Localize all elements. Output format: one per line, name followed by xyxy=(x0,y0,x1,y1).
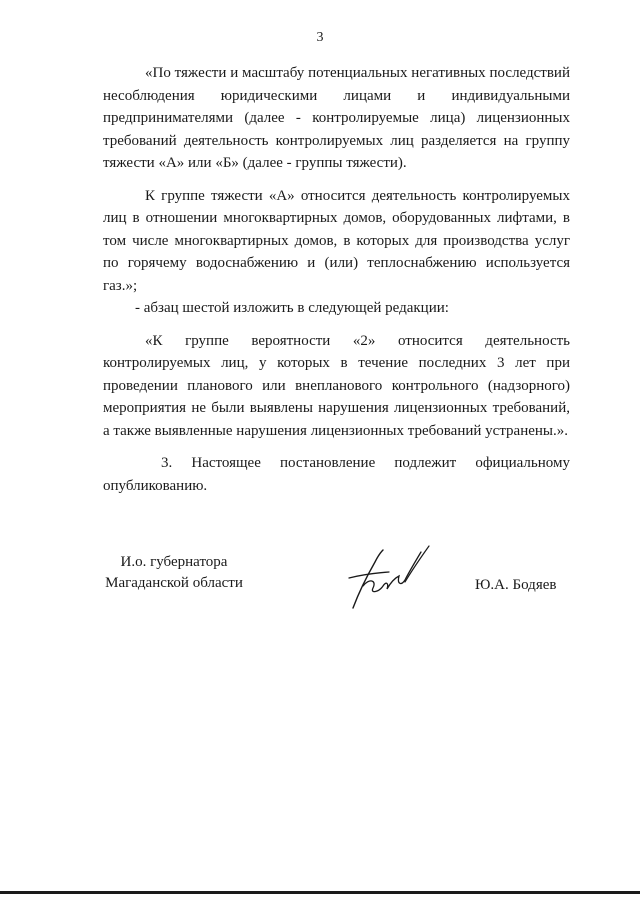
handwritten-signature xyxy=(345,542,435,614)
document-body xyxy=(103,62,570,497)
page-bottom-rule xyxy=(0,891,640,894)
paragraph-publication-clause: 3. Настоящее постановление подлежит официальному опубликованию. xyxy=(103,455,570,494)
signatory-name: Ю.А. Бодяев xyxy=(475,577,557,593)
paragraph-probability-group-2: «К группе вероятности «2» относится деятельность контролируемых лиц, у которых в течение последних 3 лет при проведении планового или внепланового контрольного (надзорного) мероприятия не были выявлены нарушения лицензионных требований, а также выявленные нарушения лицензионных требований устранены.». xyxy=(103,332,570,439)
paragraph-amendment-intro: - абзац шестой изложить в следующей редакции: xyxy=(135,300,449,316)
signatory-title-line2: Магаданской области xyxy=(105,575,243,591)
page-number: 3 xyxy=(316,30,324,45)
signatory-title xyxy=(103,552,245,594)
paragraph-severity-group-a: К группе тяжести «А» относится деятельность контролируемых лиц в отношении многоквартирных домов, оборудованных лифтами, в том числе многоквартирных домов, в которых для производства услуг по горячему водоснабжению и (или) теплоснабжению используется газ.»; xyxy=(103,187,570,294)
paragraph-severity-groups: «По тяжести и масштабу потенциальных негативных последствий несоблюдения юридическими лицами и индивидуальными предпринимателями (далее - контролируемые лица) лицензионных требований деятельность контролируемых лиц разделяется на группу тяжести «А» или «Б» (далее - группы тяжести). xyxy=(103,65,570,171)
signatory-title-line1: И.о. губернатора xyxy=(120,554,228,570)
